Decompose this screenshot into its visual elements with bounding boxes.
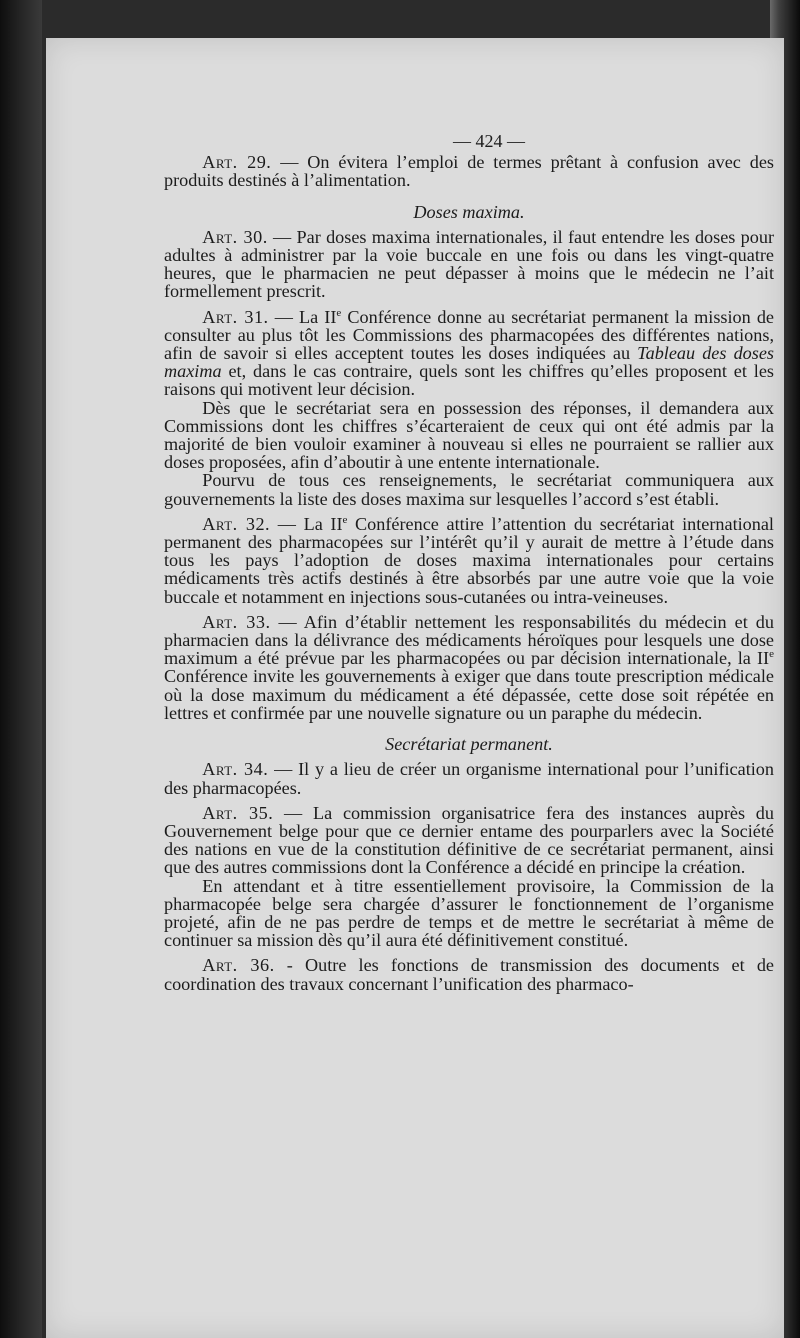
article-text: - Outre les fonctions de transmission des documents et de coordination des travaux concernant l’unification des pharmaco- bbox=[164, 955, 774, 994]
superscript: e bbox=[342, 513, 348, 526]
article-35 bbox=[164, 804, 774, 877]
superscript: e bbox=[336, 306, 342, 319]
article-text: — La II bbox=[268, 306, 337, 327]
article-text: Conférence invite les gouvernements à exiger que dans toute prescription médicale où la dose maximum du médicament a été dépassée, cette dose soit répétée en lettres et confirmée par une nouvelle signature ou un paraphe du médecin. bbox=[164, 666, 774, 723]
superscript: e bbox=[769, 648, 774, 661]
article-text: — La II bbox=[270, 513, 343, 534]
article-31 bbox=[164, 308, 774, 399]
article-text: Conférence donne au secrétariat permanent la mission de consulter au plus tôt les Commissions des pharmacopées des différentes nations, afin de savoir si elles acceptent toutes les doses indiquées au bbox=[164, 306, 775, 364]
section-heading-doses-maxima: Doses maxima. bbox=[413, 201, 525, 222]
article-36 bbox=[164, 956, 774, 992]
article-label: Art. 32. bbox=[202, 513, 271, 534]
article-label: Art. 35. bbox=[202, 802, 274, 823]
section-heading-secretariat-permanent: Secrétariat permanent. bbox=[385, 734, 553, 755]
article-label: Art. 33. bbox=[202, 611, 271, 632]
italic-title: Tableau des doses maxima bbox=[164, 343, 774, 382]
paragraph: Dès que le secrétariat sera en possession des réponses, il demandera aux Commissions dont les chiffres s’écarteraient de ceux qui ont été admis par la majorité de bien vouloir examiner à nouveau si elles ne pourraient se rallier aux doses proposées, afin d’aboutir à une entente internationale. bbox=[164, 397, 774, 473]
scan-edge-left bbox=[0, 0, 42, 1338]
page-content bbox=[164, 132, 774, 993]
article-label: Art. 34. bbox=[202, 759, 269, 780]
article-text: et, dans le cas contraire, quels sont les chiffres qu’elles proposent et les raisons qui motivent leur décision. bbox=[164, 361, 774, 400]
article-33 bbox=[164, 613, 774, 722]
article-30 bbox=[164, 228, 774, 301]
article-label: Art. 30. bbox=[202, 226, 268, 247]
article-32 bbox=[164, 515, 774, 606]
article-label: Art. 29. bbox=[202, 152, 272, 173]
article-text: — La commission organisatrice fera des instances auprès du Gouvernement belge pour que ce dernier entame des pourparlers avec la Société des nations en vue de la constitution définitive de ce secrétariat permanent, ainsi que des autres commissions dont la Conférence a décidé en principe la création. bbox=[164, 802, 774, 878]
paragraph: En attendant et à titre essentiellement provisoire, la Commission de la pharmacopée belge sera chargée d’assurer le fonctionnement de l’organisme projeté, afin de ne pas perdre de temps et de mettre le secrétariat à même de continuer sa mission dès qu’il aura été définitivement constitué. bbox=[164, 875, 774, 951]
document-page bbox=[46, 38, 784, 1338]
article-text: — Il y a lieu de créer un organisme international pour l’unification des pharmacopées. bbox=[164, 759, 774, 798]
article-text: — On évitera l’emploi de termes prêtant à confusion avec des produits destinés à l’alimentation. bbox=[164, 152, 774, 191]
article-text: Conférence attire l’attention du secrétariat international permanent des pharmacopées sur l’intérêt qu’il y aurait de mettre à l’étude dans tous les pays l’adoption de doses maxima internationales pour certains médicaments très actifs destinés à être absorbés par une autre voie que la voie buccale et notamment en injections sous-cutanées ou intra-veineuses. bbox=[164, 513, 774, 607]
article-label: Art. 31. bbox=[202, 306, 269, 327]
article-text: — Afin d’établir nettement les responsabilités du médecin et du pharmacien dans la délivrance des médicaments héroïques pour lesquels une dose maximum a été prévue par les pharmacopées ou par décision internationale, la II bbox=[164, 611, 774, 669]
article-34 bbox=[164, 760, 774, 796]
page-number: — 424 — bbox=[453, 131, 525, 151]
paragraph: Pourvu de tous ces renseignements, le secrétariat communiquera aux gouvernements la liste des doses maxima sur lesquelles l’accord s’est établi. bbox=[164, 470, 774, 509]
article-29 bbox=[164, 153, 774, 189]
article-label: Art. 36. bbox=[202, 955, 275, 976]
article-text: — Par doses maxima internationales, il faut entendre les doses pour adultes à administrer par la voie buccale en une fois ou dans les vingt-quatre heures, que le pharmacien ne peut dépasser à moins que le médecin ne l’ait formellement prescrit. bbox=[164, 226, 774, 302]
